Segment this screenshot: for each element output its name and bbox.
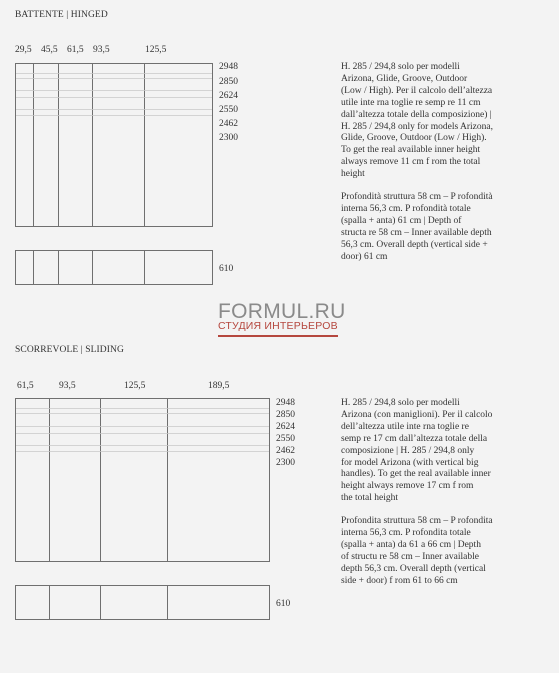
sliding-description [341, 398, 519, 599]
sliding-width-label: 93,5 [59, 381, 76, 391]
sliding-frame [16, 399, 270, 562]
sliding-width-label: 125,5 [124, 381, 146, 391]
hinged-width-label: 29,5 [15, 45, 32, 55]
hinged-height-label: 2462 [219, 119, 238, 129]
sliding-height-label: 2624 [276, 422, 295, 432]
hinged-width-label: 93,5 [93, 45, 110, 55]
hinged-section-title: BATTENTE | HINGED [15, 10, 108, 20]
hinged-width-label: 125,5 [145, 45, 167, 55]
hinged-frame [16, 64, 213, 227]
hinged-depth-label: 610 [219, 264, 234, 274]
sliding-depth-note: Profondita struttura 58 cm – P rofondita interna 56,3 cm. P rofondita totale (spalla + anta) da 61 a 66 cm | Depth of structu re 58 cm – Inner available depth 56,3 cm. Overall depth (vertical side + door) f rom 61 to 66 cm [341, 516, 493, 586]
hinged-height-label: 2300 [219, 133, 238, 143]
hinged-elevation [16, 64, 213, 227]
hinged-plan [16, 251, 213, 285]
hinged-width-label: 61,5 [67, 45, 84, 55]
hinged-height-label: 2850 [219, 77, 238, 87]
sliding-height-note: H. 285 / 294,8 solo per modelli Arizona (con maniglioni). Per il calcolo dell’altezza utile inte rna toglie re semp re 17 cm dall’altezza totale della composizione | H. 285 / 294,8 only for model Arizona (with vertical big handles). To get the real available inner height always remove 17 cm f rom the total height [341, 398, 493, 504]
hinged-plan-frame [16, 251, 213, 285]
hinged-depth-note: Profondità struttura 58 cm – P rofondità interna 56,3 cm. P rofondità totale (spalla + anta) 61 cm | Depth of structa re 58 cm – Inner available depth 56,3 cm. Overall depth (vertical side + door) 61 cm [341, 192, 493, 262]
sliding-height-label: 2850 [276, 410, 295, 420]
sliding-width-label: 61,5 [17, 381, 34, 391]
sliding-width-label: 189,5 [208, 381, 230, 391]
brand-logo-text: FORMUL.RU [218, 300, 346, 323]
hinged-description [341, 62, 519, 275]
sliding-height-label: 2462 [276, 446, 295, 456]
sliding-elevation [16, 399, 270, 562]
hinged-height-label: 2624 [219, 91, 238, 101]
sliding-height-guides [16, 409, 269, 452]
sliding-section-title: SCORREVOLE | SLIDING [15, 345, 124, 355]
sliding-height-label: 2300 [276, 458, 295, 468]
sliding-height-label: 2550 [276, 434, 295, 444]
hinged-height-note: H. 285 / 294,8 solo per modelli Arizona, Glide, Groove, Outdoor (Low / High). Per il calcolo dell’altezza utile inte rna toglie re semp re 11 cm dall’altezza totale della composizione) | H. 285 / 294,8 only for models Arizona, Glide, Groove, Outdoor (Low / High). To get the real available inner height always remove 11 cm f rom the total height [341, 62, 493, 180]
hinged-height-label: 2948 [219, 62, 238, 72]
brand-logo-subtitle: СТУДИЯ ИНТЕРЬЕРОВ [218, 320, 338, 332]
hinged-width-label: 45,5 [41, 45, 58, 55]
brand-logo-underline [218, 335, 338, 337]
sliding-depth-label: 610 [276, 599, 291, 609]
hinged-height-label: 2550 [219, 105, 238, 115]
sliding-plan [16, 586, 270, 620]
hinged-height-guides [16, 74, 212, 116]
sliding-plan-frame [16, 586, 270, 620]
sliding-height-label: 2948 [276, 398, 295, 408]
